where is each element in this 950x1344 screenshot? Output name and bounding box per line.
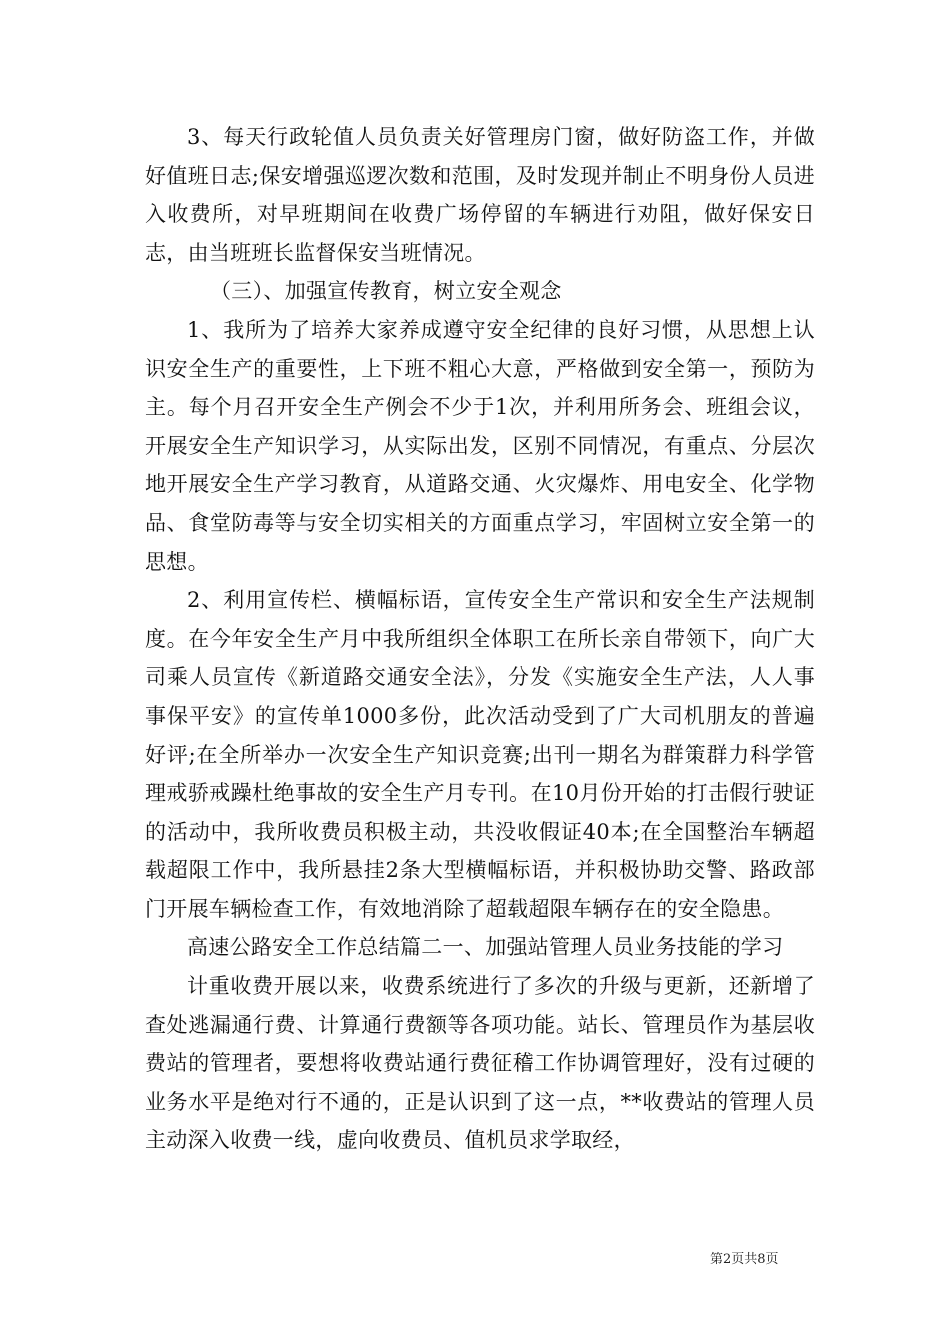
- document-body: [145, 118, 815, 1160]
- paragraph-duty-security: 3、每天行政轮值人员负责关好管理房门窗，做好防盗工作，并做好值班日志;保安增强巡逻次数和范围，及时发现并制止不明身份人员进入收费所，对早班期间在收费广场停留的车辆进行劝阻，做好保安日志，由当班班长监督保安当班情况。: [145, 125, 815, 265]
- paragraph-safety-education: 1、我所为了培养大家养成遵守安全纪律的良好习惯，从思想上认识安全生产的重要性，上下班不粗心大意，严格做到安全第一，预防为主。每个月召开安全生产例会不少于1次，并利用所务会、班组会议，开展安全生产知识学习，从实际出发，区别不同情况，有重点、分层次地开展安全生产学习教育，从道路交通、火灾爆炸、用电安全、化学物品、食堂防毒等与安全切实相关的方面重点学习，牢固树立安全第一的思想。: [145, 317, 815, 574]
- paragraph-publicity-campaign: 2、利用宣传栏、横幅标语，宣传安全生产常识和安全生产法规制度。在今年安全生产月中我所组织全体职工在所长亲自带领下，向广大司乘人员宣传《新道路交通安全法》，分发《实施安全生产法，人人事事保平安》的宣传单1000多份，此次活动受到了广大司机朋友的普遍好评;在全所举办一次安全生产知识竞赛;出刊一期名为群策群力科学管理戒骄戒躁杜绝事故的安全生产月专刊。在10月份开始的打击假行驶证的活动中，我所收费员积极主动，共没收假证40本;在全国整治车辆超载超限工作中，我所悬挂2条大型横幅标语，并积极协助交警、路政部门开展车辆检查工作，有效地消除了超载超限车辆存在的安全隐患。: [145, 588, 815, 921]
- page-number-footer: 第2页共8页: [710, 1252, 779, 1267]
- section-heading-publicity: （三）、加强宣传教育，树立安全观念: [210, 279, 562, 304]
- paragraph-weight-toll: 计重收费开展以来，收费系统进行了多次的升级与更新，还新增了查处逃漏通行费、计算通行费额等各项功能。站长、管理员作为基层收费站的管理者，要想将收费站通行费征稽工作协调管理好，没有过硬的业务水平是绝对行不通的，正是认识到了这一点，**收费站的管理人员主动深入收费一线，虚向收费员、值机员求学取经，: [145, 974, 815, 1153]
- paragraph-summary-part-two-title: 高速公路安全工作总结篇二一、加强站管理人员业务技能的学习: [187, 935, 784, 960]
